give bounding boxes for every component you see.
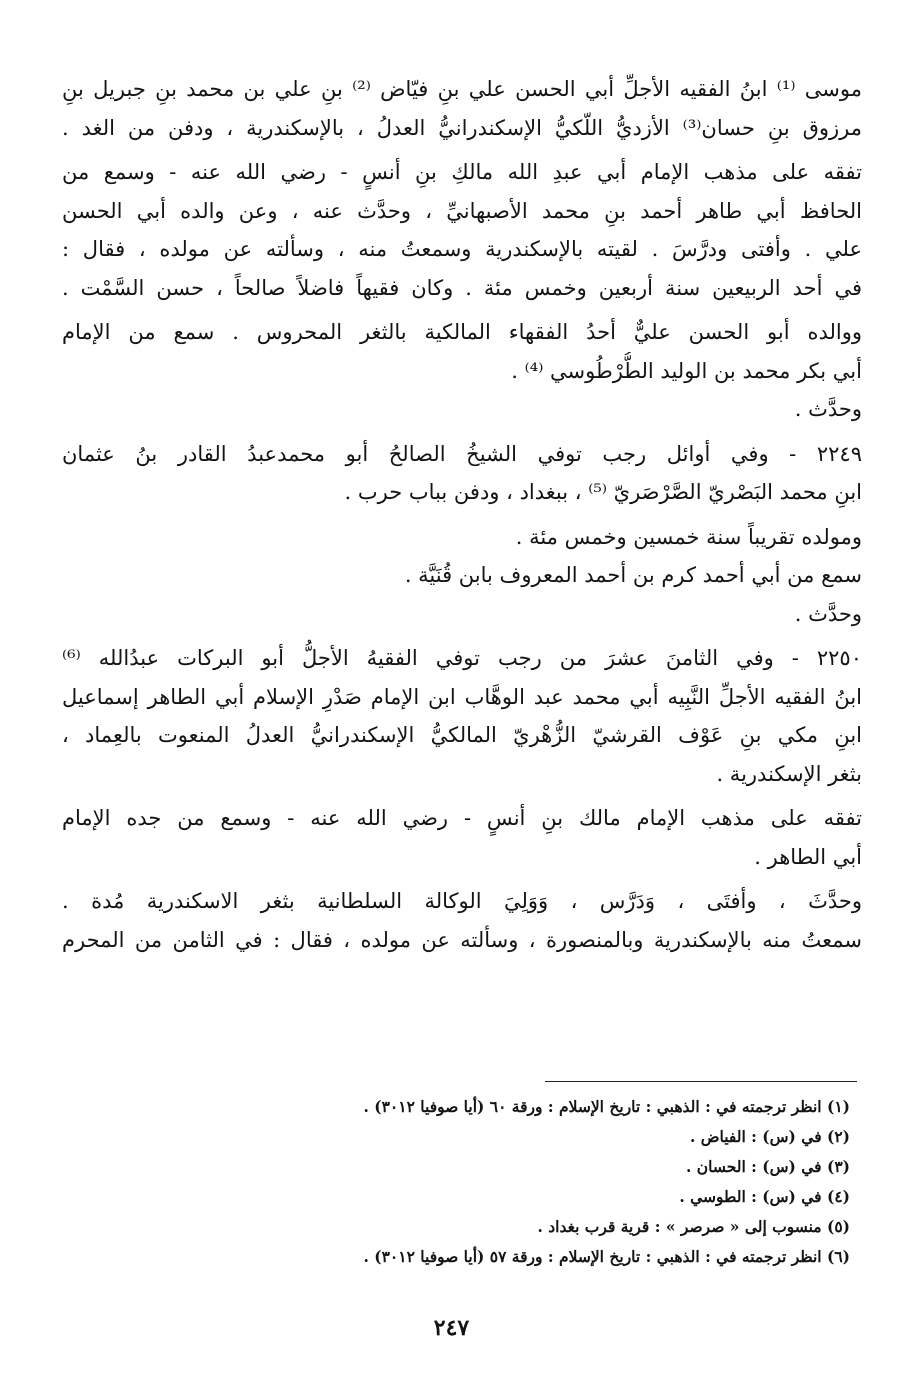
entry-2249	[62, 435, 862, 512]
footnotes	[150, 1092, 850, 1272]
footnote: (١) انظر ترجمته في : الذهبي : تاريخ الإسلام : ورقة ٦٠ (أيا صوفيا ٣٠١٢) .	[363, 1097, 850, 1116]
text-line: ووالده أبو الحسن عليٌّ أحدُ الفقهاء المالكية بالثغر المحروس . سمع من الإمام	[62, 320, 862, 344]
text-line: أبي بكر محمد بن الوليد الطُّرْطُوسي ⁽⁴⁾ .	[511, 358, 862, 383]
paragraph-entry-continuation	[62, 70, 862, 147]
paragraph-birth	[62, 518, 862, 634]
text-line: وحدَّث .	[794, 397, 862, 421]
text-line: ابنُ الفقيه الأجلِّ النَّبِيه أبي محمد عبد الوهَّاب ابن الإمام صَدْرِ الإسلام أبي الطاهر إسماعيل	[62, 684, 862, 709]
footnote: (٢) في (س) : الفياض .	[689, 1127, 850, 1146]
text-line: الحافظ أبي طاهر أحمد بنِ محمد الأصبهانيِّ ، وحدَّث عنه ، وعن والده أبي الحسن	[62, 198, 862, 223]
text-line: ومولده تقريباً سنة خمسين وخمس مئة .	[515, 524, 862, 549]
text-line: تفقه على مذهب الإمام أبي عبدِ الله مالكِ بنِ أنسٍ - رضي الله عنه - وسمع من	[62, 160, 862, 184]
footnote: (٤) في (س) : الطوسي .	[679, 1187, 850, 1206]
footnote: (٥) منسوب إلى « صرصر » : قرية قرب بغداد .	[537, 1217, 850, 1236]
text-line: سمعتُ منه بالإسكندرية وبالمنصورة ، وسألته عن مولده ، فقال : في الثامن من المحرم	[62, 927, 862, 952]
text-line: تفقه على مذهب الإمام مالك بنِ أنسٍ - رضي الله عنه - وسمع من جده الإمام	[62, 806, 862, 830]
text-line: وحدَّثَ ، وأفتَى ، وَدَرَّس ، وَوَلِيَ الوكالة السلطانية بثغر الاسكندرية مُدة .	[62, 889, 862, 913]
text-line: مرزوق بنِ حسان⁽³⁾ الأزديُّ اللّكيُّ الإسكندرانيُّ العدلُ ، بالإسكندرية ، ودفن من الغد .	[62, 115, 862, 140]
page-number: ٢٤٧	[433, 1315, 470, 1341]
paragraph-study	[62, 799, 862, 876]
paragraph-biography	[62, 153, 862, 307]
entry-heading-line: ٢٢٤٩ - وفي أوائل رجب توفي الشيخُ الصالحُ أبو محمدعبدُ القادر بنُ عثمان	[62, 441, 862, 466]
text-line: علي . وأفتى ودرَّسَ . لقيته بالإسكندرية وسمعتُ منه ، وسألته عن مولده ، فقال :	[62, 237, 862, 261]
text-line: في أحد الربيعين سنة أربعين وخمس مئة . وكان فقيهاً فاضلاً صالحاً ، حسن السَّمْت .	[62, 275, 862, 300]
footnote: (٦) انظر ترجمته في : الذهبي : تاريخ الإسلام : ورقة ٥٧ (أيا صوفيا ٣٠١٢) .	[363, 1247, 850, 1266]
text-line: ابنِ محمد البَصْريّ الصَّرْصَريّ ⁽⁵⁾ ، ببغداد ، ودفن بباب حرب .	[344, 480, 862, 504]
entry-heading-line: ٢٢٥٠ - وفي الثامنَ عشرَ من رجب توفي الفقيهُ الأجلُّ أبو البركات عبدُالله ⁽⁶⁾	[62, 646, 862, 670]
text-line: أبي الطاهر .	[754, 844, 862, 869]
paragraph-career	[62, 882, 862, 959]
text-line: موسى ⁽¹⁾ ابنُ الفقيه الأجلِّ أبي الحسن علي بنِ فيّاض ⁽²⁾ بنِ علي بن محمد بنِ جبريل بنِ	[62, 77, 862, 101]
footnote: (٣) في (س) : الحسان .	[686, 1157, 850, 1176]
text-line: بثغر الإسكندرية .	[716, 761, 862, 786]
page-body	[62, 70, 862, 959]
text-line: سمع من أبي أحمد كرم بن أحمد المعروف بابن قُنَيَّة .	[404, 563, 862, 587]
text-line: ابنِ مكي بنِ عَوْف القرشيّ الزُّهْريّ المالكيُّ الإسكندرانيُّ العدلُ المنعوت بالعِماد ،	[62, 723, 862, 747]
entry-2250	[62, 639, 862, 793]
footnote-divider	[545, 1081, 857, 1082]
paragraph-father	[62, 313, 862, 429]
text-line: وحدَّث .	[794, 601, 862, 626]
